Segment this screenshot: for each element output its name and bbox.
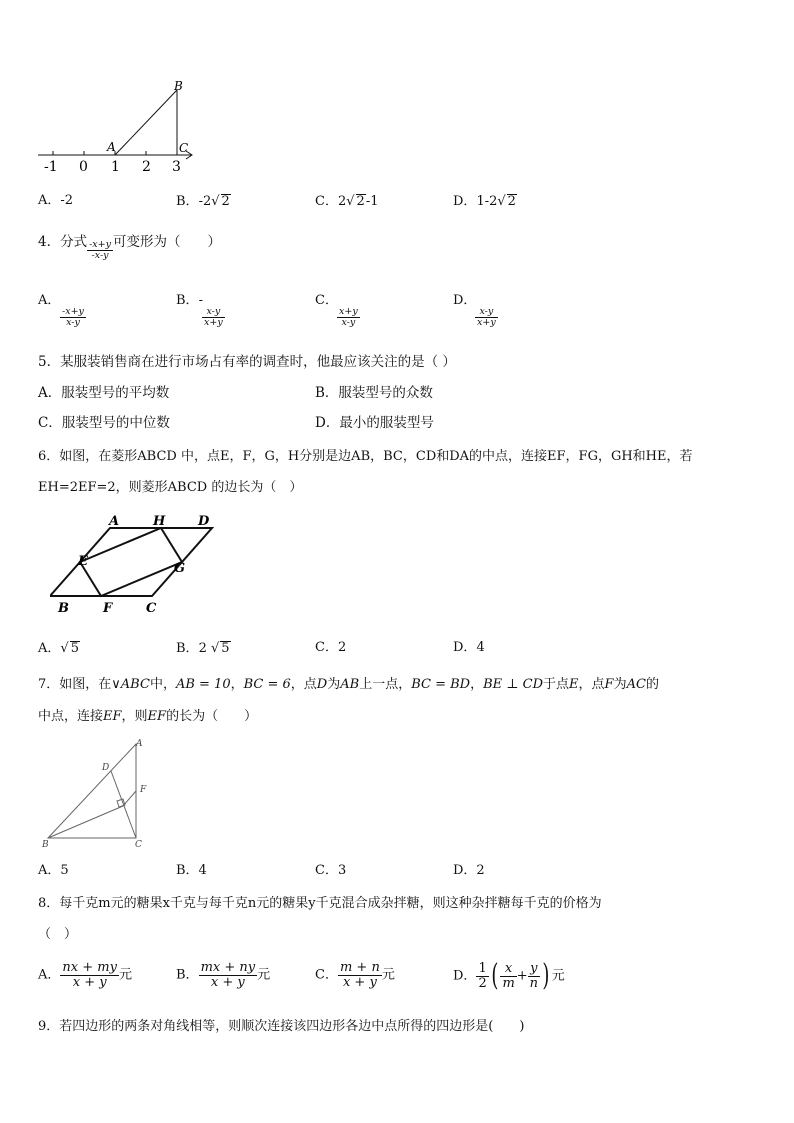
fraction-numerator: y: [528, 962, 540, 977]
fraction-denominator: x+y: [204, 316, 223, 328]
point-label-e: E: [78, 554, 88, 569]
option-letter: D．: [453, 194, 477, 209]
option-fraction: [338, 961, 382, 989]
option-suffix: -1: [365, 194, 379, 209]
option-fraction: [199, 961, 258, 989]
sqrt-symbol: √ 5: [60, 641, 79, 656]
fraction-denominator: n: [529, 975, 539, 991]
fraction-denominator: x + y: [210, 974, 245, 990]
stem-text: 中，: [149, 677, 176, 692]
stem-text: 中点，连接: [38, 709, 104, 724]
option-sign: -: [198, 293, 203, 308]
q6-option-d[interactable]: [453, 641, 485, 654]
fraction-numerator: x+y: [339, 306, 358, 317]
sqrt-symbol: √ 5: [210, 641, 230, 656]
point-label-c: C: [179, 141, 189, 155]
sqrt-symbol: √ 2: [346, 194, 365, 209]
point-label-c: C: [135, 840, 142, 850]
point-label-g: G: [174, 561, 186, 576]
option-letter: C．: [315, 967, 338, 983]
q7-stem-line1: [38, 678, 659, 691]
point-label-h: H: [153, 514, 166, 529]
stem-text: 为: [327, 677, 341, 692]
point-label-b: B: [174, 79, 183, 93]
q7-option-a[interactable]: A．5: [38, 863, 69, 878]
option-letter: C．: [315, 293, 338, 308]
fraction-denominator: 2: [478, 975, 487, 991]
fraction-numerator: x: [500, 962, 516, 977]
q3-option-a[interactable]: [38, 194, 73, 207]
radicand: 5: [70, 641, 79, 656]
option-text: -2: [60, 193, 74, 208]
point-label-a: A: [136, 739, 143, 749]
math-expr: AC: [626, 677, 646, 692]
tick-label: -1: [44, 159, 58, 175]
q6-option-b[interactable]: [176, 641, 231, 655]
option-fraction: [528, 962, 540, 990]
quadrilateral-efgh: [80, 528, 182, 596]
point-label-d: D: [102, 763, 110, 773]
math-expr: EF: [147, 709, 167, 724]
option-fraction: [337, 307, 360, 328]
stem-text: 上一点，: [359, 677, 412, 692]
unit: 元: [551, 968, 565, 984]
option-fraction: [500, 962, 516, 990]
q6-stem-line1: 6．如图，在菱形ABCD 中，点E，F，G，H分别是边AB，BC，CD和DA的中点，连接EF，FG，GH和HE，若: [38, 449, 693, 464]
stem-text: 为: [613, 677, 627, 692]
option-fraction: [60, 307, 86, 328]
option-fraction: [475, 307, 498, 328]
stem-text: ，: [470, 677, 484, 692]
rhombus-figure: [50, 512, 220, 622]
right-angle-mark: [117, 799, 125, 807]
option-text: 4: [476, 640, 485, 655]
plus-sign: +: [516, 968, 528, 984]
stem-text: 的长为（ ）: [166, 709, 258, 724]
tick-label: 2: [142, 159, 151, 175]
q6-stem-line2: EH=2EF=2，则菱形ABCD 的边长为（ ）: [38, 480, 303, 495]
math-expr: BE ⊥ CD: [483, 677, 544, 692]
coefficient-fraction: [476, 962, 488, 990]
q7-option-d[interactable]: D．2: [453, 863, 485, 878]
q9-stem: 9．若四边形的两条对角线相等，则顺次连接该四边形各边中点所得的四边形是( ): [38, 1019, 525, 1034]
math-expr: BC = BD: [411, 677, 471, 692]
stem-text: ，点: [290, 677, 317, 692]
segment-ab: [115, 90, 177, 155]
option-letter: A．: [38, 193, 61, 208]
option-letter: B．: [176, 293, 199, 308]
fraction-denominator: x + y: [342, 974, 377, 990]
segment-be: [48, 806, 123, 838]
fraction-numerator: nx + my: [62, 960, 117, 975]
math-expr: F: [604, 677, 614, 692]
option-letter: B．: [176, 194, 199, 209]
q7-option-b[interactable]: B．4: [176, 863, 207, 878]
option-letter: A．: [38, 641, 61, 656]
option-fraction: [60, 961, 119, 989]
point-label-b: B: [42, 840, 49, 850]
q5-option-b[interactable]: B．服装型号的众数: [315, 385, 433, 401]
point-label-c: C: [146, 601, 157, 616]
fraction-numerator: x-y: [202, 307, 225, 318]
number-line-figure: [34, 76, 204, 180]
tick-label: 3: [172, 159, 181, 175]
q4-option-b[interactable]: [176, 294, 225, 328]
q8-stem-line2: （ ）: [38, 927, 78, 942]
q5-option-d[interactable]: D．最小的服装型号: [315, 415, 434, 431]
option-letter: B．: [176, 641, 199, 656]
q8-stem-line1: 8．每千克m元的糖果x千克与每千克n元的糖果y千克混合成杂拌糖，则这种杂拌糖每千克的价格为: [38, 896, 602, 911]
math-expr: AB = 10: [175, 677, 231, 692]
option-prefix: 2: [337, 194, 347, 209]
q5-option-c[interactable]: C．服装型号的中位数: [38, 415, 170, 431]
option-prefix: 2: [198, 641, 207, 656]
fraction-numerator: 1: [478, 960, 487, 976]
tick-label: 1: [111, 159, 120, 175]
point-label-a: A: [109, 514, 120, 529]
q7-option-c[interactable]: C．3: [315, 863, 347, 878]
option-letter: B．: [176, 967, 199, 983]
math-expr: BC = 6: [243, 677, 291, 692]
radicand: 2: [221, 194, 230, 209]
option-letter: D．: [453, 293, 477, 308]
fraction-numerator: -x+y: [62, 306, 84, 317]
option-letter: C．: [315, 194, 338, 209]
math-expr: E: [569, 677, 579, 692]
option-prefix: 1-2: [476, 194, 498, 209]
stem-text: 的: [645, 677, 659, 692]
fraction-numerator: x-y: [475, 307, 498, 318]
option-letter: D．: [453, 640, 477, 655]
fraction-denominator: m: [502, 975, 515, 991]
unit: 元: [118, 967, 132, 983]
q4-stem-prefix: 4．分式: [38, 233, 88, 250]
point-label-f: F: [103, 601, 113, 616]
left-paren: (: [491, 958, 499, 993]
tick-label: 0: [79, 159, 88, 175]
radicand: 2: [356, 194, 365, 209]
fraction-denominator: x+y: [477, 316, 496, 328]
q7-stem-line2: [38, 710, 257, 723]
math-expr: D: [316, 677, 328, 692]
segment-cd: [111, 771, 136, 838]
triangle-figure: [40, 735, 160, 851]
math-expr: ∨ABC: [111, 677, 150, 692]
q5-stem: 5．某服装销售商在进行市场占有率的调查时，他最应该关注的是（ ）: [38, 354, 456, 370]
option-fraction: [202, 307, 225, 328]
point-label-f: F: [140, 785, 147, 795]
sqrt-symbol: √ 2: [211, 194, 230, 209]
fraction-denominator: x + y: [72, 974, 107, 990]
rhombus-abcd: [50, 528, 212, 596]
q4-stem: [38, 232, 221, 261]
option-text: 2: [337, 640, 347, 655]
q4-option-a[interactable]: [38, 294, 86, 328]
stem-text: 于点: [543, 677, 570, 692]
fraction-denominator: -x-y: [91, 249, 109, 261]
fraction-denominator: x-y: [66, 316, 80, 328]
q6-option-a[interactable]: [38, 641, 80, 655]
q8-option-c[interactable]: [315, 961, 395, 989]
option-letter: A．: [38, 293, 61, 308]
q3-option-b[interactable]: [176, 194, 231, 208]
math-expr: AB: [340, 677, 360, 692]
q6-option-c[interactable]: [315, 641, 346, 654]
point-label-d: D: [198, 514, 210, 529]
q4-option-c[interactable]: [315, 294, 360, 328]
fraction-numerator: m + n: [339, 960, 380, 975]
option-letter: A．: [38, 967, 61, 983]
math-expr: EF: [103, 709, 122, 724]
right-paren: ): [542, 958, 550, 993]
fraction-numerator: -x+y: [89, 239, 111, 250]
q4-stem-fraction: [87, 240, 113, 261]
q4-option-d[interactable]: [453, 294, 498, 328]
stem-text: ，: [230, 677, 244, 692]
fraction-numerator: mx + ny: [200, 960, 256, 975]
radicand: 5: [221, 641, 230, 656]
option-letter: D．: [453, 968, 477, 984]
sqrt-symbol: √ 2: [497, 194, 516, 209]
radicand: 2: [507, 194, 516, 209]
point-label-a: A: [107, 140, 116, 154]
stem-text: ，则: [121, 709, 148, 724]
q4-stem-suffix: 可变形为（ ）: [113, 233, 221, 250]
q8-option-a[interactable]: [38, 961, 132, 989]
q3-option-c[interactable]: [315, 194, 378, 208]
fraction-denominator: x-y: [341, 316, 356, 328]
unit: 元: [257, 967, 271, 983]
option-prefix: -2: [198, 194, 212, 209]
q8-option-d[interactable]: [453, 958, 565, 993]
stem-text: 7．如图，在: [38, 677, 112, 692]
q3-option-d[interactable]: [453, 194, 517, 208]
unit: 元: [381, 967, 395, 983]
point-label-b: B: [58, 601, 69, 616]
triangle-abc: [48, 744, 136, 838]
option-letter: C．: [315, 640, 338, 655]
q8-option-b[interactable]: [176, 961, 270, 989]
stem-text: ，点: [578, 677, 605, 692]
q5-option-a[interactable]: A．服装型号的平均数: [38, 385, 170, 401]
